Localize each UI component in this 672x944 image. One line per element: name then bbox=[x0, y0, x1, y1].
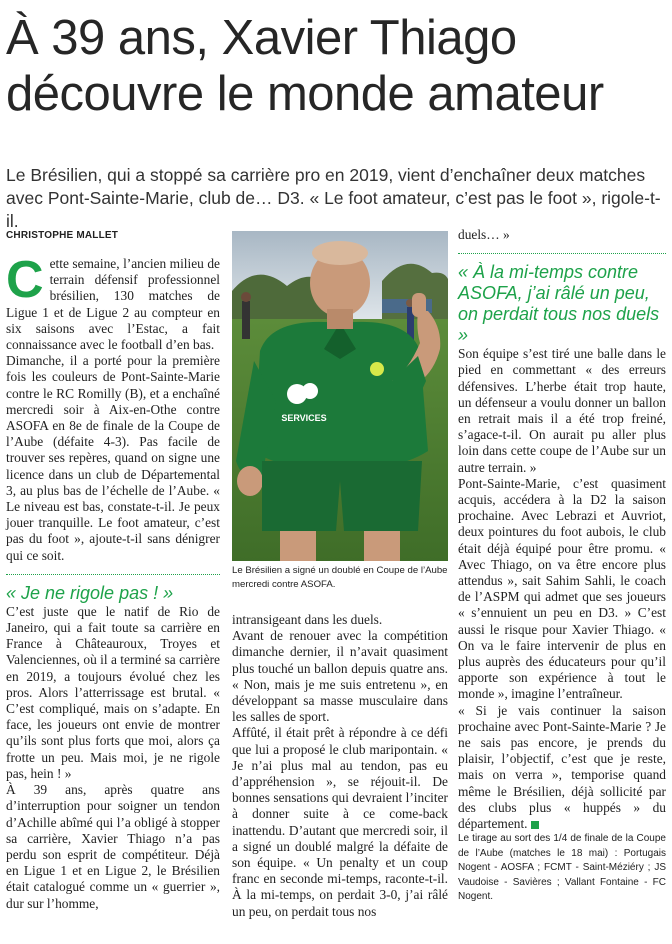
paragraph: C’est juste que le natif de Rio de Janeiro, qui a fait toute sa carrière en France à Châteauroux, Troyes et Valenciennes, où il a terminé sa carrière en 2019, a toujours évolué chez les pros. Alors l’atterrissage est brutal. « C’est compliqué, mais on s’adapte. En face, les joueurs ont envie de montrer qu’ils sont plus forts que moi, alors ça frotte un peu. Mais moi, je ne rigole pas, hein ! » bbox=[6, 603, 220, 781]
standfirst: Le Brésilien, qui a stoppé sa carrière pro en 2019, vient d’enchaîner deux matches avec Pont-Sainte-Marie, club de… D3. « Le foot amateur, c’est pas le foot », rigole-t-il. bbox=[6, 165, 661, 231]
article-column-2 bbox=[232, 612, 448, 920]
pull-quote-subheading: « À la mi-temps contre ASOFA, j’ai râlé un peu, on perdait tous nos duels » bbox=[458, 262, 660, 346]
end-mark-icon bbox=[531, 821, 539, 829]
article-column-1 bbox=[6, 251, 220, 912]
draw-note: Le tirage au sort des 1/4 de finale de la Coupe de l’Aube (matches le 18 mai) : Portugais Nogent - AOSFA ; FCMT - Saint-Méziéry ; JS Vaudoise - Savières ; Vallant Fontaine - FC Nogent. bbox=[458, 833, 666, 903]
paragraph: À 39 ans, après quatre ans d’interruption pour soigner un tendon d’Achille abîmé qui l’a obligé à stopper sa carrière, Xavier Thiago n’a pas perdu son esprit de compétiteur. Déjà en Ligue 1 et en Ligue 2, le Brésilien était catalogué comme un « guerrier », dur sur l’homme, bbox=[6, 782, 220, 911]
jersey-text: SERVICES bbox=[281, 413, 327, 423]
paragraph: Pont-Sainte-Marie, c’est quasiment acquis, accédera à la D2 la saison prochaine. Avec Lebrazi et Auvriot, deux pointures du foot aubois, le club était déjà équipé pour être promu. « Avec Thiago, on va être encore plus attendus », sait Sahim Sahli, le coach de l’ASPM qui admet que ses joueurs « s’ennuient un peu en D3. » C’est aussi le risque pour Xavier Thiago. « On va le faire intervenir de plus en plus auprès des éducateurs pour qu’il apporte son expérience à tout le monde », imagine l’entraîneur. bbox=[458, 475, 666, 702]
paragraph: Dimanche, il a porté pour la première fois les couleurs de Pont-Sainte-Marie contre le RC Romilly (B), et a enchaîné mercredi soir à Aix-en-Othe contre ASOFA en 8e de finale de la Coupe de l’Aube (défaite 4-3). Pas facile de trouver ses repères, quand on signe une licence dans un club de Départemental 3, au plus bas de l’échelle de l’Aube. « Le niveau est bas, constate-t-il. Je peux jouer tranquille. Le foot amateur, c’est pas du foot », ajoute-t-il sans dénigrer qui ce soit. bbox=[6, 353, 220, 563]
player-illustration bbox=[232, 231, 448, 561]
paragraph: intransigeant dans les duels. bbox=[232, 612, 383, 627]
paragraph: Son équipe s’est tiré une balle dans le pied en commettant « des erreurs défensives. L’herbe était trop haute, un défenseur a voulu donner un ballon en retrait mais il a été trop freiné, s’agace-t-il. On aurait pu aller plus loin dans cette coupe de l’Aube sur un autre terrain. » bbox=[458, 346, 666, 475]
paragraph: duels… » bbox=[458, 227, 510, 242]
subheading: « Je ne rigole pas ! » bbox=[6, 582, 174, 603]
closing-paragraph: « Si je vais continuer la saison prochaine avec Pont-Sainte-Marie ? Je ne sais pas encore, je prends du plaisir, l’objectif, c’est que je reste, mais on verra », temporise quand même le Brésilien, déjà sollicité par des clubs plus « huppés » du département. bbox=[458, 702, 666, 832]
drop-cap: C bbox=[6, 251, 44, 309]
player-photo bbox=[232, 231, 448, 561]
photo-caption: Le Brésilien a signé un doublé en Coupe de l’Aube mercredi contre ASOFA. bbox=[232, 565, 448, 590]
byline: CHRISTOPHE MALLET bbox=[6, 230, 119, 241]
intro-paragraph: Cette semaine, l’ancien milieu de terrain défensif professionnel brésilien, 130 matches de Ligue 1 et de Ligue 2 au compteur en six saisons avec l’Estac, a fait connaissance avec le football d’en bas. bbox=[6, 251, 220, 353]
paragraph: Avant de renouer avec la compétition dimanche dernier, il n’avait quasiment plus touché un ballon depuis quatre ans. « Non, mais je me suis entretenu », en développant sa masse musculaire dans les salles de sport. bbox=[232, 628, 448, 725]
paragraph: Affûté, il était prêt à répondre à ce défi que lui a proposé le club maripontain. « Je n’ai plus mal au tendon, pas eu d’appréhension », se réjouit-il. De bonnes sensations qui devraient l’inciter à donner suite à ce come-back inattendu. D’autant que mercredi soir, il a signé un doublé malgré la défaite de son équipe. « Un penalty et un coup franc en seconde mi-temps, raconte-t-il. À la mi-temps, on perdait 3-0, j’ai râlé un peu, on perdait tous nos bbox=[232, 725, 448, 919]
section-divider bbox=[458, 253, 666, 254]
article-column-3 bbox=[458, 227, 666, 905]
section-divider bbox=[6, 574, 220, 575]
headline: À 39 ans, Xavier Thiago découvre le monde amateur bbox=[6, 11, 604, 121]
